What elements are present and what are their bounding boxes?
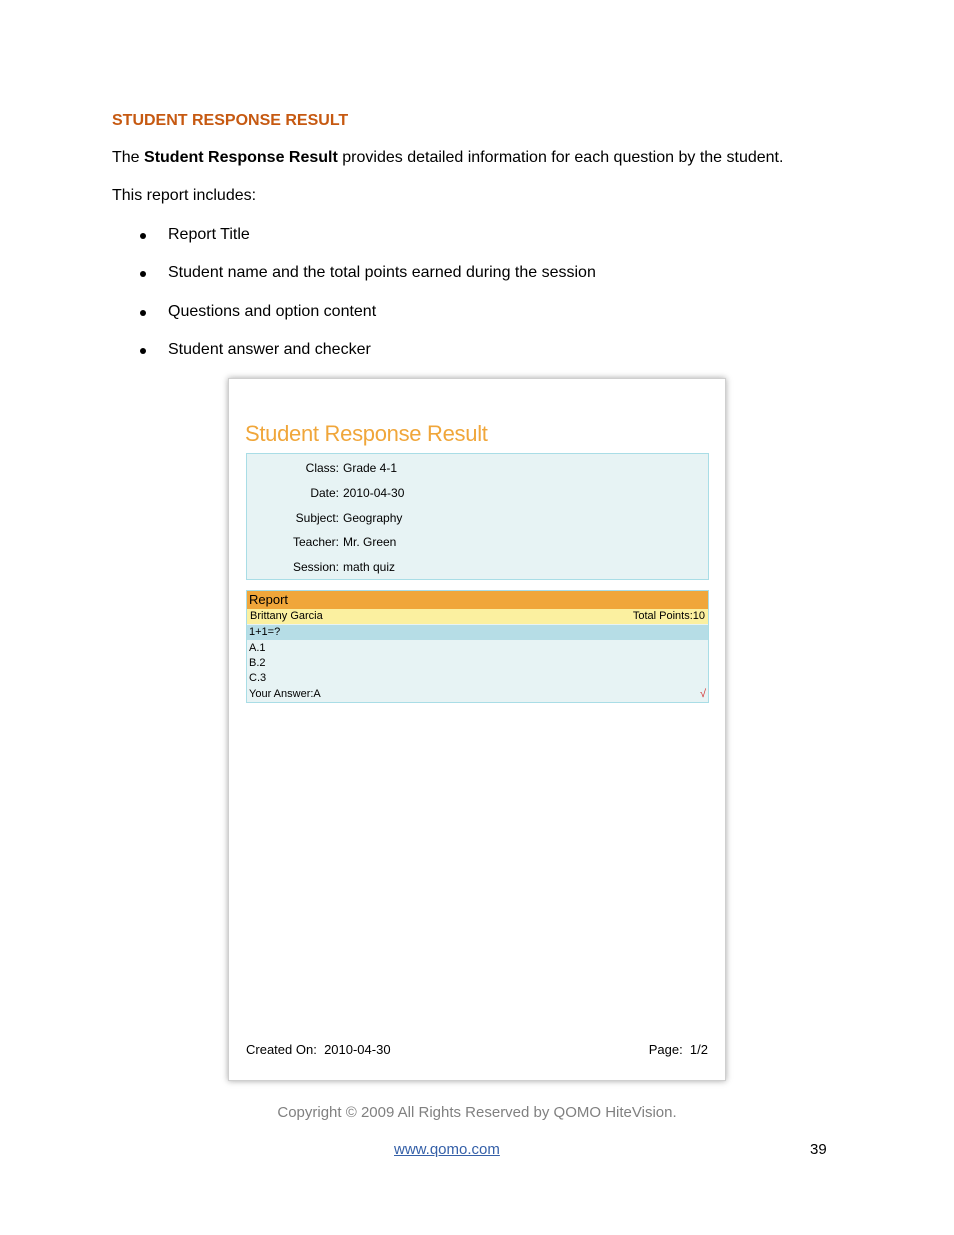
info-value: Grade 4-1 [343,461,398,475]
page-label: Page: [648,1042,683,1057]
total-points: Total Points:10 [632,610,705,622]
page-indicator [649,1042,708,1057]
question-text: 1+1=? [249,626,281,638]
info-label: Class: [305,461,339,475]
bullet-text: Questions and option content [168,303,377,320]
option-item: A.1 [249,642,266,654]
student-row [247,609,708,624]
website-link[interactable]: www.qomo.com [394,1141,500,1158]
bullet-icon [140,348,146,354]
student-name: Brittany Garcia [250,610,323,622]
check-mark-icon: √ [699,688,706,700]
report-screenshot [228,378,726,1081]
report-panel [246,590,709,703]
question-row [247,625,708,640]
includes-label: This report includes: [112,187,257,204]
bullet-icon [140,310,146,316]
intro-prefix: The [112,149,145,166]
bullet-icon [140,271,146,277]
bullet-icon [140,233,146,239]
report-title: Student Response Result [245,421,488,446]
bullet-text: Student answer and checker [168,341,371,358]
info-value: math quiz [343,560,396,574]
your-answer: Your Answer:A [249,688,321,700]
info-value: 2010-04-30 [343,486,405,500]
info-label: Teacher: [292,535,339,549]
option-item: C.3 [249,672,267,684]
info-label: Subject: [295,511,339,525]
report-header-label: Report [249,592,289,607]
page-number: 39 [810,1141,827,1158]
bullet-text: Report Title [168,226,250,243]
page-value: 1/2 [689,1042,708,1057]
session-info-panel [246,453,709,580]
bullet-text: Student name and the total points earned during the session [168,264,596,281]
report-header [247,591,708,609]
info-value: Mr. Green [343,535,397,549]
created-value: 2010-04-30 [324,1042,391,1057]
intro-suffix: provides detailed information for each question by the student. [337,149,784,166]
info-label: Date: [310,486,339,500]
info-label: Session: [292,560,339,574]
section-heading: STUDENT RESPONSE RESULT [112,112,349,129]
info-value: Geography [343,511,403,525]
intro-bold: Student Response Result [144,149,338,166]
option-item: B.2 [249,657,266,669]
created-label: Created On: [246,1042,317,1057]
copyright-text: Copyright © 2009 All Rights Reserved by QOMO HiteVision. [277,1104,677,1121]
intro-paragraph [112,149,783,167]
created-on [246,1042,391,1057]
